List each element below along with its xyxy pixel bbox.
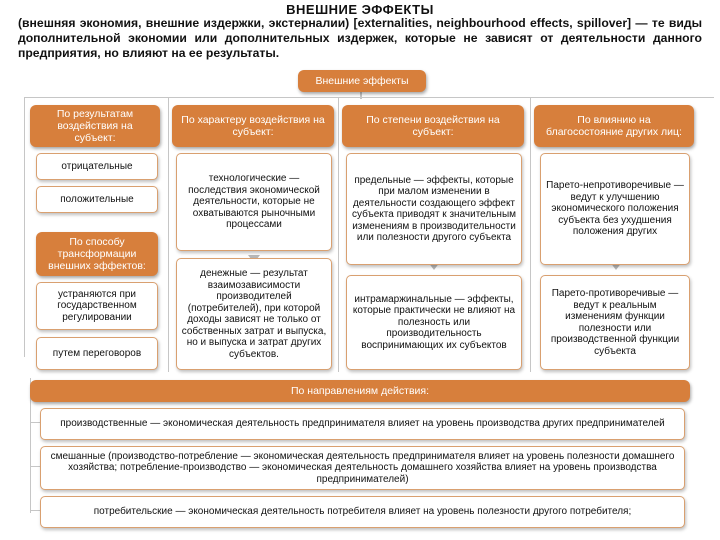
- root-node: Внешние эффекты: [298, 70, 426, 92]
- col2-item-monetary: денежные — результат взаимозависимости производителей (потребителей), при которой доходы зависят не только от собственных затрат и выпуска, но и выпуска и затрат других субъектов.: [176, 258, 332, 370]
- page-title: ВНЕШНИЕ ЭФФЕКТЫ: [286, 2, 434, 17]
- connector-left: [24, 97, 25, 357]
- connector-divider-3: [530, 97, 531, 372]
- col2-item-technological: технологические — последствия экономической деятельности, которые не охватываются рыночными процессами: [176, 153, 332, 251]
- connector-divider-2: [338, 97, 339, 372]
- col1-item-positive: положительные: [36, 186, 158, 213]
- col4-item-pareto-conflicting: Парето-противоречивые — ведут к реальным изменениям функции полезности или производственной функции субъекта: [540, 275, 690, 370]
- direction-header: По направлениям действия:: [30, 380, 690, 402]
- col1-item-negative: отрицательные: [36, 153, 158, 180]
- connector-tick-3: [30, 510, 40, 511]
- col3-item-marginal: предельные — эффекты, которые при малом изменении в деятельности создающего эффект субъекта приводят к значительным изменениям в производительности или полезности другого субъекта: [346, 153, 522, 265]
- definition-text: (внешняя экономия, внешние издержки, экстерналии) [externalities, neighbourhood effects, spillover] — те виды дополнительной экономии или дополнительных издержек, которые не зависят от деятельности данного предприятия, но влияют на ее результаты.: [18, 16, 702, 60]
- connector-top: [24, 97, 714, 98]
- connector-divider-1: [168, 97, 169, 372]
- direction-item-mixed: смешанные (производство-потребление — экономическая деятельность предпринимателя влияет на уровень полезности домашнего хозяйства; потребление-производство — экономическая деятельность домашнего хозяйства влияет на уровень производства предпринимателей): [40, 446, 685, 490]
- direction-item-production: производственные — экономическая деятельность предпринимателя влияет на уровень производства других предпринимателей: [40, 408, 685, 440]
- col3-header: По степени воздействия на субъект:: [342, 105, 524, 147]
- connector-tick-2: [30, 466, 40, 467]
- col1-sub-item-negotiation: путем переговоров: [36, 337, 158, 370]
- col2-header: По характеру воздействия на субъект:: [172, 105, 334, 147]
- col1-sub-item-state: устраняются при государственном регулировании: [36, 282, 158, 330]
- direction-item-consumer: потребительские — экономическая деятельность потребителя влияет на уровень полезности другого потребителя;: [40, 496, 685, 528]
- connector-tick-1: [30, 422, 40, 423]
- col1-sub-header: По способу трансформации внешних эффектов:: [36, 232, 158, 276]
- col4-item-pareto-consistent: Парето-непротиворечивые — ведут к улучшению экономического положения субъекта без ухудшения положения других: [540, 153, 690, 265]
- col3-item-inframarginal: интрамаржинальные — эффекты, которые практически не влияют на полезность или производительность воспринимающих их субъектов: [346, 275, 522, 370]
- col1-header: По результатам воздействия на субъект:: [30, 105, 160, 147]
- col4-header: По влиянию на благосостояние других лиц:: [534, 105, 694, 147]
